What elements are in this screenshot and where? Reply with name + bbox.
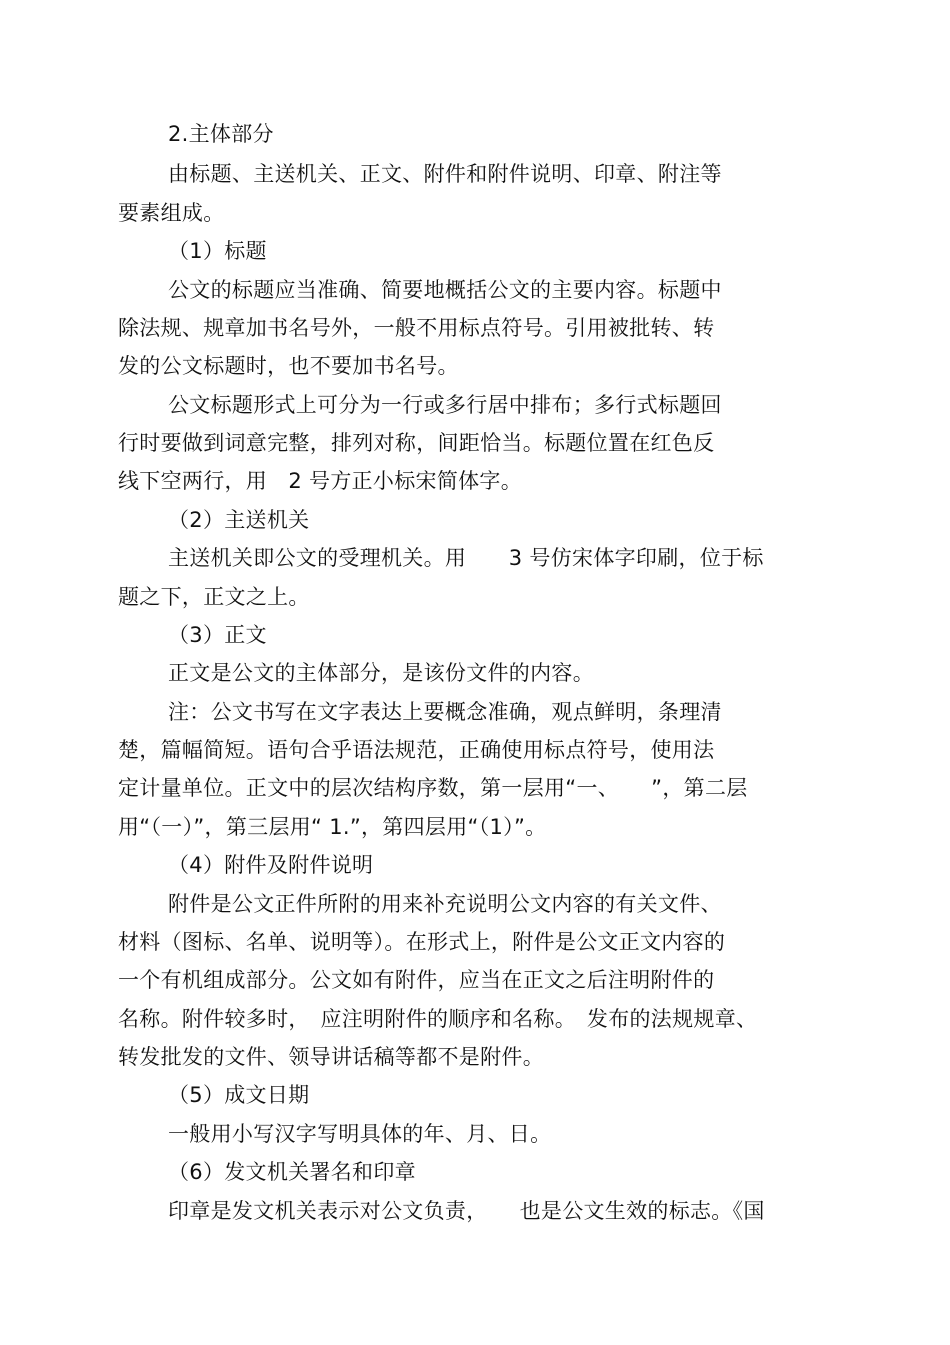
paragraph-line: 由标题、主送机关、正文、附件和附件说明、印章、附注等 xyxy=(168,162,722,186)
paragraph-line: 线下空两行，用 2 号方正小标宋简体字。 xyxy=(118,469,523,493)
paragraph-line: 发的公文标题时，也不要加书名号。 xyxy=(118,354,459,378)
section-heading: 2.主体部分 xyxy=(168,122,274,146)
paragraph-line: 名称。附件较多时， 应注明附件的顺序和名称。 发布的法规规章、 xyxy=(118,1007,758,1031)
paragraph-line: 用“（一）”，第三层用“ 1.”，第四层用“（1）”。 xyxy=(118,815,547,839)
paragraph-line: 材料（图标、名单、说明等）。在形式上，附件是公文正文内容的 xyxy=(118,930,726,954)
paragraph-line: 一个有机组成部分。公文如有附件，应当在正文之后注明附件的 xyxy=(118,968,715,992)
paragraph-line: 正文是公文的主体部分，是该份文件的内容。 xyxy=(168,661,594,685)
paragraph-line: 行时要做到词意完整，排列对称，间距恰当。标题位置在红色反 xyxy=(118,431,715,455)
paragraph-line: 印章是发文机关表示对公文负责， 也是公文生效的标志。《国 xyxy=(168,1199,765,1223)
paragraph-line: 公文的标题应当准确、简要地概括公文的主要内容。标题中 xyxy=(168,278,722,302)
paragraph-line: 注：公文书写在文字表达上要概念准确，观点鲜明，条理清 xyxy=(168,700,722,724)
paragraph-line: 附件是公文正件所附的用来补充说明公文内容的有关文件、 xyxy=(168,892,722,916)
subheading: （4）附件及附件说明 xyxy=(168,853,374,877)
subheading: （1）标题 xyxy=(168,239,267,263)
subheading: （2）主送机关 xyxy=(168,508,310,532)
subheading: （5）成文日期 xyxy=(168,1083,310,1107)
paragraph-line: 定计量单位。正文中的层次结构序数，第一层用“一、 ”，第二层 xyxy=(118,776,748,800)
paragraph-line: 要素组成。 xyxy=(118,201,225,225)
paragraph-line: 楚，篇幅简短。语句合乎语法规范，正确使用标点符号，使用法 xyxy=(118,738,715,762)
subheading: （6）发文机关署名和印章 xyxy=(168,1160,416,1184)
paragraph-line: 主送机关即公文的受理机关。用 3 号仿宋体字印刷，位于标 xyxy=(168,546,764,570)
paragraph-line: 转发批发的文件、领导讲话稿等都不是附件。 xyxy=(118,1045,544,1069)
paragraph-line: 一般用小写汉字写明具体的年、月、日。 xyxy=(168,1122,552,1146)
subheading: （3）正文 xyxy=(168,623,267,647)
paragraph-line: 题之下，正文之上。 xyxy=(118,585,310,609)
paragraph-line: 公文标题形式上可分为一行或多行居中排布；多行式标题回 xyxy=(168,393,722,417)
paragraph-line: 除法规、规章加书名号外，一般不用标点符号。引用被批转、转 xyxy=(118,316,715,340)
